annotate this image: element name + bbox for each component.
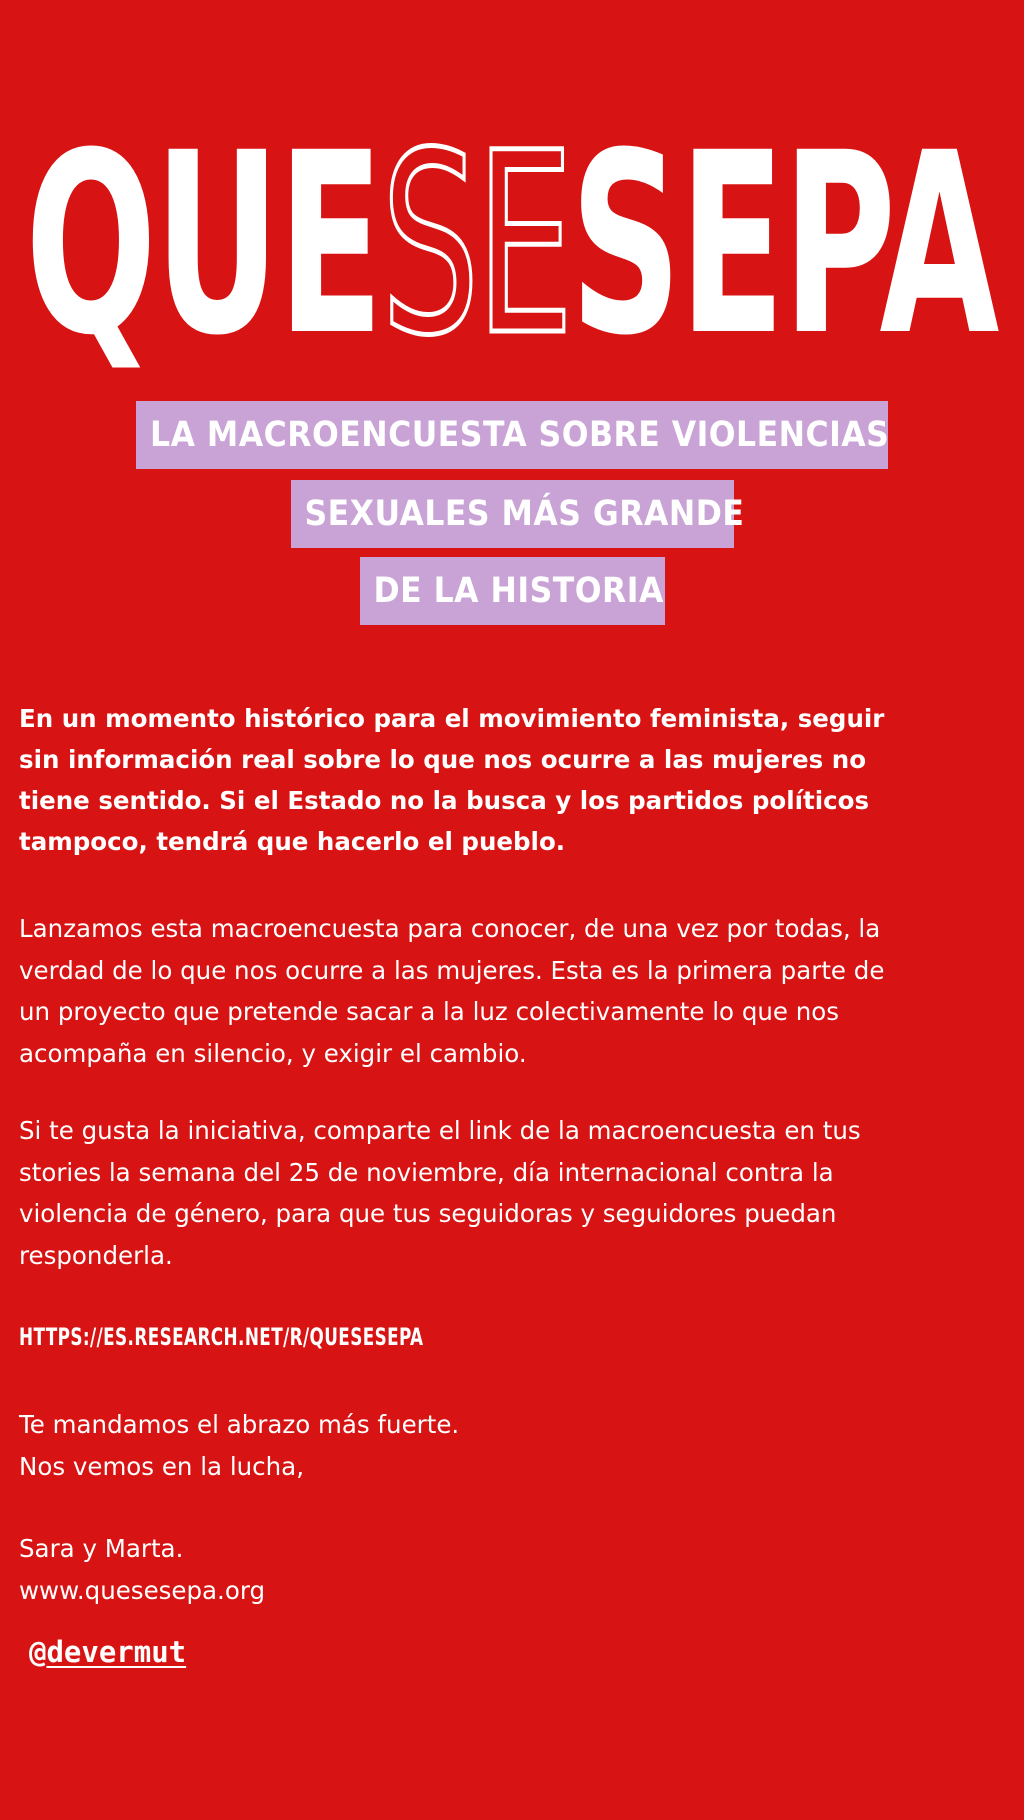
mention-username[interactable]: devermut [46, 1635, 187, 1669]
subtitle-line-1: LA MACROENCUESTA SOBRE VIOLENCIAS [136, 401, 888, 469]
description-paragraph: Lanzamos esta macroencuesta para conocer, de una vez por todas, la verdad de lo que nos ocurre a las mujeres. Esta es la primera parte de un proyecto que pretende sacar a la luz colectivamente lo que nos acompaña en silencio, y exigir el cambio. [19, 914, 885, 1068]
logo-que: QUE [25, 99, 382, 390]
signature-text: Sara y Marta. www.quesesepa.org [19, 1534, 266, 1605]
quesesepa-logo [25, 99, 997, 390]
survey-link[interactable]: HTTPS://ES.RESEARCH.NET/R/QUESESEPA [19, 1323, 424, 1351]
logo-se: SE [381, 99, 571, 390]
logo-sepa: SEPA [570, 99, 997, 390]
subtitle-line-1-row [0, 401, 1024, 469]
subtitle-line-3: DE LA HISTORIA [360, 557, 665, 625]
mention-sticker[interactable] [29, 1632, 186, 1672]
call-to-action-paragraph: Si te gusta la iniciativa, comparte el link de la macroencuesta en tus stories la semana del 25 de noviembre, día internacional contra la violencia de género, para que tus seguidoras y seguidores puedan responderla. [19, 1116, 861, 1270]
subtitle-line-2-row [0, 480, 1024, 548]
subtitle-line-3-row [0, 557, 1024, 625]
mention-at-symbol: @ [29, 1635, 47, 1669]
intro-paragraph: En un momento histórico para el movimiento feminista, seguir sin información real sobre lo que nos ocurre a las mujeres no tiene sentido. Si el Estado no la busca y los partidos políticos tampoco, tendrá que hacerlo el pueblo. [19, 704, 885, 856]
closing-text: Te mandamos el abrazo más fuerte. Nos vemos en la lucha, [19, 1410, 460, 1481]
subtitle-line-2: SEXUALES MÁS GRANDE [291, 480, 734, 548]
